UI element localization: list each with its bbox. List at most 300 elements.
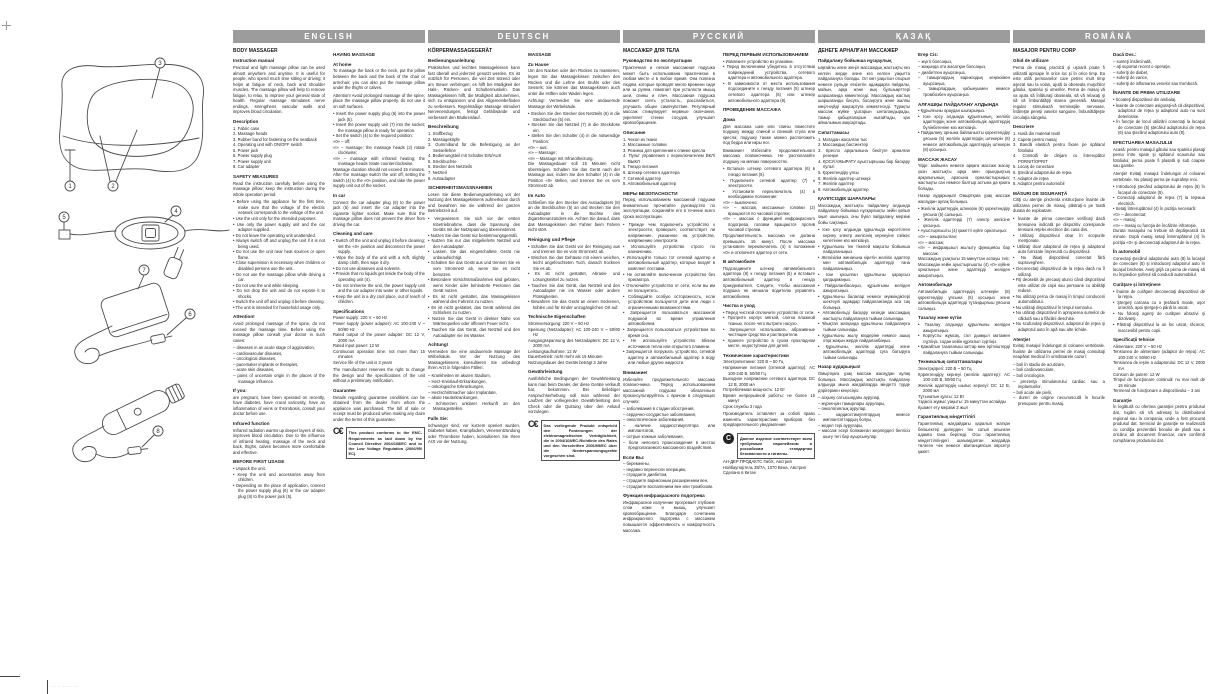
- list-item: «0» – off;: [333, 139, 351, 145]
- paragraph: The manufacturer reserves the right to change the design and the specifications of the unit without a preliminary notification.: [333, 367, 425, 384]
- list-item: • Ұйықтап жатқанда құрылғыны пайдалануға тыйым салынады.: [818, 321, 910, 332]
- list-item: • Before using the appliance for the first time, make sure that the voltage of the electric network corresponds to the voltage of the unit.: [233, 199, 325, 216]
- list-item: • Close supervision is necessary when children or disabled persons use the unit.: [233, 260, 326, 271]
- section-heading: МАССАЖ ЖАСАУ: [918, 156, 957, 162]
- list-item: «II» – massage with infrared heating; the massage heads rotate counterclockwise.: [333, 155, 425, 167]
- list-item: 1. Матадан жасалған тыс: [818, 136, 868, 142]
- list-item: • Vergewissern Sie sich vor der ersten Inbetriebnahme, dass die Spannung des Geräts mit der Netzspannung übereinstimmt.: [428, 216, 520, 233]
- list-item: • Tauchen Sie das Gerät, das Netzteil und den Autoadapter nie ins Wasser.: [428, 326, 520, 338]
- section-heading: Technische Eigenschaften: [528, 314, 586, 320]
- paragraph: Details regarding guarantee conditions can be obtained from the dealer from whom the appliance was purchased. The bill of sale or receipt must be produced when making any claim under the terms of this guarantee.: [333, 394, 425, 422]
- list-item: Rated output of the power adapter: DC 12 V, 2000 mA: [333, 332, 425, 343]
- list-item: – suferiţi de diabet,: [1113, 69, 1149, 75]
- list-item: • Înainte de curăţare deconectaţi dispozitivul de la reţea.: [1113, 288, 1205, 300]
- list-item: – Herzschrittmacher oder Implantate,: [428, 389, 497, 395]
- list-item: • Schalten Sie das Gerät aus und trennen Sie es vom Stromnetz ab, wenn Sie es nicht benutzen.: [428, 260, 520, 277]
- language-header-russian: РУССКИЙ: [623, 30, 815, 43]
- list-item: – diseases in an acute stage of aggravation,: [233, 345, 315, 351]
- list-item: • Пайдалану орнына байланысты қоректендіру ұясына (5) желілік адаптердің штекерін (6) немесе автомобильдік адаптердің штекерін (8) қосыңыз.: [918, 130, 1010, 153]
- list-item: • Запрещается использовать абразивные чистящие средства и растворители.: [723, 326, 815, 338]
- section-heading: Specificaţii tehnice: [1113, 337, 1155, 343]
- section-heading: Falls Sie:: [428, 415, 449, 421]
- list-item: Tensiunea de alimentare (adaptor de reţea): AC 100-240 V, 50/60 Hz: [1113, 349, 1205, 360]
- paragraph: În legătură cu oferirea garanţiei pentru produsul dat, rugăm să Vă adresaţi la distribuitorul regional sau la compania, unde a fost procurat produsul dat. Serviciul de garanţie se realizează cu condiţia prezentării bonului de plată sau a oricărui alt document financiar, care confirmă cumpărarea produsului dat.: [1113, 404, 1205, 443]
- list-item: • Set the switch (4) to the required position:: [333, 133, 413, 139]
- column-kazakh: [818, 30, 1010, 456]
- list-item: Consum de putere: 12 W: [1113, 371, 1160, 377]
- list-item: • Іске қосылған құрылғыны қараусыз қалдырмаңыз.: [818, 271, 910, 283]
- section-heading: Achtung!: [428, 342, 449, 348]
- list-item: • Keep the unit and accessories away from children.: [233, 471, 325, 483]
- list-item: Timpul de funcţionare continuă: nu mai mult de 15 minute: [1113, 377, 1205, 388]
- column-english: [233, 30, 425, 499]
- section-heading: SICHERHEITSMASSNAHMEN: [428, 185, 493, 191]
- section-heading: Cleaning and care: [333, 231, 373, 237]
- list-item: – жүкті болсаңыз,: [918, 58, 953, 64]
- list-item: – массаж әсері болжанған жерлердегі белгісіз шығу тегі бар ауырсынулар.: [818, 428, 910, 439]
- list-item: • Introduceţi ştecărul adaptorului de reţea (6) în locaşul de conectare (5).: [1113, 184, 1205, 195]
- paragraph: Achtung! Vermeiden Sie eine andauernde Massage der Wirbelsäule.: [528, 98, 620, 109]
- list-item: 7. Adaptor de reţea: [1013, 175, 1049, 181]
- list-item: • Не используйте устройство вблизи источников тепла или открытого пламени.: [623, 338, 715, 349]
- list-item: 8. Adaptor pentru automobil: [1013, 181, 1065, 187]
- paragraph: Продолжительность массажа не должна превышать 15 минут. После массажа установите переключатель (4) в положение «0» и отключите адаптер от сети.: [723, 232, 815, 255]
- certification-note: [723, 433, 815, 459]
- list-item: 6. Штекер сетевого адаптера: [623, 170, 680, 176]
- list-item: • Do not use the unit near heat sources or open flame.: [233, 249, 325, 260]
- list-item: • Nu utilizaţi dispozitivul în timpul somnului.: [1013, 304, 1093, 310]
- paragraph: Lesen Sie diese Bedienungsanleitung vor der Nutzung des Massagekissens aufmerksam durch und bewahren Sie sie während der ganzen Betriebszeit auf.: [428, 191, 520, 214]
- section-heading: В автомобиле: [723, 259, 756, 265]
- list-item: Rated input power: 12 W: [333, 343, 380, 349]
- list-item: Ausgangsspannung des Netzadapters: DC 12 V, 2000 mA: [528, 337, 620, 349]
- section-heading: Чистка и уход: [723, 303, 755, 309]
- list-item: – suferiţi de varice,: [1113, 75, 1149, 81]
- list-item: «II» – инфрақызыл жылыту функциясы бар массаж.: [918, 245, 1010, 256]
- list-item: • Tauchen Sie das Gerät, das Netzteil und den Autoadapter nie ins Wasser oder andere Flüssigkeiten.: [528, 282, 620, 299]
- list-item: – Herz-Kreislauf-Erkrankungen,: [428, 378, 487, 384]
- list-item: 6. Stecker des Netzteils: [428, 164, 472, 170]
- list-item: 4. Consolă de dirijare cu întrerupător PORNIT/OPRIT: [1013, 153, 1105, 164]
- list-item: • Es ist nicht gestattet, das Massagekissen während des Fahrens zu nutzen.: [428, 293, 520, 305]
- list-item: – диабетпен ауырсаңыз,: [918, 69, 966, 75]
- list-item: – boli în stadiu de acutizare,: [1013, 361, 1066, 367]
- list-item: – sunteţi însărcinată,: [1113, 58, 1152, 64]
- section-heading: Функция инфракрасного подогрева: [623, 493, 705, 499]
- list-item: – асқыну сатысындағы аурулар,: [818, 395, 881, 401]
- list-item: • Scoateţi dispozitivul din ambalaj.: [1113, 97, 1177, 103]
- paragraph: Evitaţi masajul îndelungat al coloanei vertebrale. Înainte de utilizarea pernei de masaj consultaţi neapărat medicul în următoarele cazuri:: [1013, 343, 1105, 360]
- list-item: «I» – Massage;: [528, 150, 557, 156]
- list-item: • Stecken Sie das Netzteil (7) in die Steckdose ein.: [528, 122, 620, 133]
- list-item: • Используйте устройство строго по назначению.: [623, 243, 715, 255]
- list-item: • Depending on the place of application, connect the power supply plug (6) or the car adapter plug (8) to the power jack (5).: [233, 482, 325, 499]
- list-item: • В зависимости от места использования подсоедините к гнезду питания (5) штекер сетевого адаптера (6) или штекер автомобильного адаптера (8).: [723, 80, 815, 103]
- paragraph: Citiţi cu atenţie prezenta instrucţiune înainte de utilizarea pernei de masaj, păstraţi-o pe toată durata de exploatare.: [1013, 197, 1105, 214]
- svg-text:1: 1: [68, 184, 72, 191]
- list-item: • Подключите сетевой адаптер (7) к электросети.: [723, 177, 815, 189]
- list-item: • Пайдаланбасаңыз, құрылғыны желіден ажыратыңыз.: [818, 282, 910, 294]
- list-item: • Құрылғыны жылу көздеріне немесе ашық отқа жақын жерде пайдаланбаңыз.: [818, 332, 910, 344]
- section-heading: Im Auto: [528, 192, 545, 198]
- section-heading: Descriere: [1013, 124, 1034, 130]
- list-item: • Păstraţi dispozitivul la un loc uscat, răcoros, inaccesibil pentru copii.: [1113, 322, 1205, 333]
- list-item: Stromversorgung: 220 V ~ 50 Hz: [528, 321, 590, 326]
- list-item: • Іске қосу алдында құрылғыда көрсетілген кернеу электр желісінің кернеуіне сәйкес келетініне көз жеткізіңіз.: [818, 227, 910, 244]
- list-item: Электропитание: 220 В ~ 50 Гц: [723, 359, 784, 365]
- list-item: • Запрещается погружать устройство, сетевой адаптер и автомобильный адаптер в воду или любые другие жидкости.: [623, 349, 715, 366]
- list-item: – pacemaker implants or therapies,: [233, 361, 299, 367]
- list-item: – Krankheiten im akuten Stadium,: [428, 372, 491, 378]
- svg-text:7: 7: [142, 268, 146, 275]
- list-item: – boli oncologice,: [1013, 372, 1046, 378]
- list-item: 2. Massageköpfe: [428, 136, 460, 142]
- paragraph: Массаждың ұзақтығы 15 минуттан аспауы тиіс. Массаждан кейін ауыстырғышты (4) «0» күйіне орнатыңыз және адаптерді желіден ажыратыңыз.: [918, 256, 1010, 278]
- list-item: • Besondere Vorsichtsmaßnahmen sind geboten, wenn Kinder oder behinderte Personen das Gerät nutzen.: [428, 277, 520, 294]
- list-item: «I» – massage; the massage heads (2) rotate clockwise;: [333, 144, 425, 156]
- list-item: «II» – Massage mit Infrarotheizung.: [528, 155, 594, 161]
- list-item: – кардиостимулятордың немесе имплантаттардың болуы,: [818, 411, 910, 423]
- svg-text:5: 5: [62, 215, 66, 222]
- list-item: • Nu utilizaţi dispozitivul în apropierea surselor de căldură sau a flăcării deschise.: [1013, 310, 1105, 321]
- list-item: 3. Rubber band for fastening on the seatback: [233, 136, 317, 142]
- paragraph: Perna de masaj practică şi uşoară poate fi utilizată aproape în orice loc şi în orice timp. Ea este utilă persoanelor care petrec mult timp aşezat sau la volan, ajută la oboseala muşchilor gâtului, spatelui şi umerilor. Perna de masaj vă va ajuta să înlăturaţi oboseala, să vă relaxaţi şi să vă îmbunătăţiţi starea generală. Masajul regulat stimulează terminaţiile nervoase, întăreşte pereţii vaselor sanguine, îmbunătăţeşte circulaţia sângelui.: [1013, 64, 1105, 120]
- list-item: Tensiunea de ieşire a adaptorului: DC 12 V, 2000 mA: [1113, 360, 1205, 372]
- list-item: «II» – массаж с функцией инфракрасного подогрева, головки вращаются против часовой стрелки.: [723, 216, 815, 233]
- section-heading: BEFORE FIRST USAGE: [233, 459, 285, 465]
- list-item: • Желілік адаптердің штекерін (6) қоректендіру ұясына (5) салыңыз.: [918, 206, 1010, 217]
- list-item: 3. Кресло арқалығына бекітуге арналған резеңке: [818, 147, 910, 159]
- svg-text:2: 2: [111, 184, 115, 191]
- section-heading: Техникалық сипаттамалары: [918, 359, 983, 365]
- list-item: • Înainte de conectare asiguraţi-vă că dispozitivul, adaptorul de reţea şi adaptorul auto nu sunt deteriorate.: [1113, 102, 1205, 119]
- paragraph: Инфракрасное излучение прогревает глубокие слои кожи и мышц, улучшает кровообращение. Благодаря сочетанию инфракрасного подогрева с массажем повышается эффективность и комфортность массажа.: [623, 499, 715, 533]
- list-item: Нойбаугюртель 38/7А, 1070 Вена, Австрия: [723, 464, 806, 470]
- list-item: • Schalten Sie das Gerät vor der Reinigung aus und trennen Sie es vom Stromnetz ab.: [528, 243, 620, 255]
- list-item: 8. Автомобильный адаптер: [623, 181, 677, 187]
- list-item: • Do not drop the unit and do not expose it to shocks.: [233, 288, 325, 299]
- certification-text: This product conforms to the EMC-Requirements as laid down by the Council Directive 2004/108/ЕС and to the Low Voltage Regulation (2006/95/ЕС).: [346, 427, 425, 458]
- list-item: • Keep the unit in a dry cool place, out of reach of children.: [333, 293, 425, 305]
- list-item: • Stecken Sie den Stecker des Netzteils (6) in die Steckbuchse (5) ein.: [528, 111, 620, 122]
- crop-mark: [0, 676, 20, 677]
- list-item: • Ştergeţi carcasa cu o ţesătură moale, uşor umezită, apoi ştergeţi-o până la uscat.: [1113, 299, 1205, 311]
- section-heading: If you:: [233, 388, 247, 394]
- paragraph: Производитель оставляет за собой право изменять характеристики приборов без предварительного уведомления: [723, 411, 815, 428]
- list-item: 4. ҚОСУ/АЖЫРАТУ ауыстырғышы бар басқару пульті: [818, 158, 910, 170]
- print-slug-text: ∙∙ ∙ ∙∙∙∙∙ ∙∙: [53, 684, 79, 688]
- column-russian: [623, 30, 815, 535]
- paragraph: Массаждық жастықты пайдалану алдында пайдалану бойынша нұсқаулықты зейін қойып оқып шығыңыз, оны бүкіл пайдалану мерзімі бойы сақтаңыз.: [818, 202, 910, 225]
- list-item: • Utilizaţi dispozitivul doar în scopurile menţionate.: [1013, 232, 1105, 244]
- list-item: 3. Bandă elastică pentru fixare pe spătarul fotoliului: [1013, 142, 1105, 153]
- list-item: 1. Fabric case: [233, 125, 260, 131]
- list-item: 1. Stoffbezug: [428, 131, 453, 137]
- section-heading: Gewährleistung: [528, 369, 563, 375]
- list-item: • Insert the power supply unit (7) into the socket; the massage pillow is ready for operation.: [333, 122, 425, 133]
- list-item: 8. Autoadapter: [428, 175, 456, 181]
- section-heading: Zu Hause: [528, 61, 549, 67]
- list-item: – acute skin diseases,: [233, 367, 275, 373]
- list-item: • Құрылғыны, желілік адаптерді және автомобильдік адаптерді суға батыруға тыйым салынады.: [818, 343, 910, 360]
- list-item: • Nu folosiţi agenţi de curăţare abrazivi şi dizolvanţi.: [1113, 310, 1205, 322]
- certification-text: Das vorliegende Produkt entspricht den Forderungen der elektromagnetischen Verträglichkeit, die in 2004/108/EC-Richtlinie des Rates und den Vorschriften 2006/95/EC über die Niederspannungsgeräte vorgesehen sind.: [541, 420, 620, 462]
- list-item: • Switch off the unit and unplug it before cleaning; set the «0» position and disconnect the power supply.: [333, 238, 425, 255]
- list-item: – boli acute ale pielii,: [1013, 389, 1052, 395]
- paragraph: Acasă: pentru masajul gâtului sau spatelui plasaţi perna între spate şi spătarul scaunului sau fotoliului; perna poate fi plasată şi sub coapse sau gambe.: [1113, 146, 1205, 169]
- list-item: – страдаете воспалением вен или тромбозом.: [623, 483, 714, 489]
- list-item: – dureri de origine necunoscută în locurile presupuse pentru masaj.: [1013, 395, 1105, 406]
- section-heading: Infrared function: [233, 421, 270, 426]
- paragraph: Die Massagedauer soll 15 Minuten nicht übersteigen. Schalten Sie das Gerät nach der Massage aus, indem Sie den Schalter (4) in die Position «0» stellen, und trennen Sie es vom Stromnetz ab.: [528, 161, 620, 189]
- paragraph: Практичная и легкая массажная подушка может быть использована практически в любом месте и в любое время. Она полезна людям, которые проводят много времени сидя или за рулем, помогает при усталости мышц шеи, спины и плеч. Массажная подушка поможет снять усталость, расслабиться, улучшить общее самочувствие. Регулярный массаж стимулирует нервные окончания, укрепляет стенки сосудов, улучшает кровообращение.: [623, 64, 715, 126]
- list-item: 7. Желілік адаптер: [818, 181, 855, 187]
- list-item: Электрқорегі: 220 В ~ 50 Гц: [918, 366, 972, 372]
- list-item: • Use the unit only for the intended purposes.: [233, 216, 317, 222]
- list-item: • Nutzen Sie nur das mitgelieferte Netzteil und den Autoadapter.: [428, 238, 520, 249]
- list-item: • Înainte de prima conectare verificaţi dacă tensiunea indicată pe dispozitiv corespunde tensiunii reţelei electrice din casa dvs.: [1013, 216, 1105, 233]
- list-item: 8. Car adapter: [233, 164, 260, 170]
- language-header-deutsch: DEUTSCH: [428, 30, 620, 43]
- paragraph: Termenul de funcţionare a dispozitivului – 3 ani: [1113, 388, 1201, 394]
- list-item: 5. Гнездо питания: [623, 164, 658, 170]
- list-item: • Автомобильді басқару кезінде массаждық жастықты пайдалануға тыйым салынады.: [818, 310, 910, 321]
- list-item: «0» – aus;: [528, 144, 548, 150]
- registration-mark: [6, 21, 7, 30]
- list-item: • Установите переключатель (4) в необходимое положение:: [723, 188, 815, 200]
- list-item: «I» – массаж, массажные головки (2) вращаются по часовой стрелке;: [723, 205, 815, 216]
- list-item: • Nutzen Sie das Gerät in direkter Nähe von Wärmequellen oder offenem Feuer nicht.: [428, 315, 520, 327]
- section-heading: ҚАУІПСІЗДІК ШАРАЛАРЫ: [818, 196, 876, 202]
- list-item: – боли неясного происхождения в местах предполагаемого массажного воздействия.: [623, 439, 715, 451]
- paragraph: Avoid prolonged massage of the spine, do not exceed the massage time. Before using the massage pillow consult your doctor in such cases:: [233, 321, 325, 343]
- list-item: – онкологические заболевания,: [623, 417, 685, 423]
- section-heading: In car: [333, 192, 346, 198]
- list-item: 2. Massage heads: [233, 131, 268, 137]
- list-item: • Use only the power supply unit and the car adapter supplied.: [233, 221, 325, 233]
- section-heading: Garanţie: [1113, 397, 1132, 403]
- section-heading: Назар аударыңыз!: [818, 364, 861, 370]
- section-heading: Автомобильде: [918, 282, 953, 288]
- list-item: • Do not use the massage pillow while driving a car.: [233, 271, 325, 283]
- list-item: 4. Operating unit with ON/OFF switch: [233, 142, 303, 148]
- list-item: • Es ist nicht gestattet, das Gerät während des Schlafens zu nutzen.: [428, 304, 520, 316]
- list-item: Қоректендіру кернеуі (желілік адаптер): AC 100-240 В, 50/60 Гц: [918, 371, 1010, 383]
- paragraph: Connect the car adapter plug (8) to the power jack (5) and insert the car adapter into the cigarette lighter socket. Make sure that the massage pillow does not prevent the driver from driving the car.: [333, 199, 425, 227]
- section-heading: MASAJOR PENTRU CORP: [1013, 48, 1076, 54]
- paragraph: Ausführliche Bedingungen der Gewährleistung kann man beim Dealer, der diese Geräte verkauft hat, bekommen. Bei beliebiger Anspruchserhebung soll man während der Laufzeit der vorliegenden Gewährleistung den Check oder die Quittung über den Ankauf vorzulegen.: [528, 376, 620, 415]
- paragraph: Um den Nacken oder den Rücken zu massieren, legen Sie das Massagekissen zwischen den Rücken und die Lehne des Stuhls oder des Sessels; Sie können das Massagekissen auch unter die Hüften oder Waden legen.: [528, 68, 620, 96]
- list-item: • Запрещается пользоваться массажной подушкой во время управления автомобилем.: [623, 310, 715, 327]
- list-item: – беременны,: [623, 461, 650, 467]
- list-item: • Es ist nicht gestattet, Abrasiv- und Lösungsmittel zu nutzen.: [528, 271, 620, 282]
- list-item: • Желілік адаптерді (7) электр желісіне қосыңыз.: [918, 217, 1010, 228]
- section-heading: Внимание!: [623, 369, 648, 375]
- list-item: «I» – masaj;: [1113, 217, 1136, 223]
- list-item: • Құрылғыны балалар немесе мүмкіндіктері шектеулі адамдар пайдаланғанда аса сақ болыңыз.: [818, 293, 910, 310]
- list-item: – острые кожные заболевания,: [623, 434, 684, 439]
- list-item: • Do not leave the operating unit unattended.: [233, 232, 316, 238]
- paragraph: Service life of the unit is 3 years: [333, 359, 393, 365]
- list-item: • Перед включением убедитесь в отсутствии повреждений устройства, сетевого адаптера и автомобильного адаптера.: [723, 64, 815, 81]
- section-heading: Attention!: [233, 314, 255, 320]
- list-item: • Setaţi întrerupătorul (4) în poziţia necesară:: [1113, 206, 1197, 212]
- list-item: «0» – deconectat;: [1113, 211, 1147, 217]
- list-item: «I» – массаж;: [918, 239, 945, 245]
- paragraph: Автомобильдік адаптердің штекерін (8) қоректендіру ұясына (5) қосыңыз және автомобильдік адаптерді тұтандырғыш ұясына салыңыз.: [918, 289, 1010, 311]
- language-header-kazakh: ҚАЗАҚ: [818, 30, 1010, 43]
- paragraph: Избегайте продолжительного массажа позвоночника. Перед использованием массажной подушки обязательно проконсультируйтесь с врачом в следующих случаях:: [623, 376, 715, 404]
- list-item: • Bewahren Sie das Gerät an einem trockenen, kühlen und für Kinder unzugänglichen Ort auf.: [528, 299, 620, 310]
- section-heading: МЕРЫ БЕЗОПАСНОСТИ: [623, 190, 678, 196]
- paragraph: Nutzungsdauer des Geräts beträgt 3 Jahre: [528, 359, 608, 365]
- section-heading: Specifications: [333, 308, 365, 314]
- section-heading: Atenţie!: [1013, 336, 1031, 342]
- list-item: – страдаете варикозным расширением вен,: [623, 478, 709, 484]
- list-item: Alimentare: 220 V ~ 50 Hz: [1113, 343, 1162, 349]
- list-item: – тамырлардың варикоздық кеңеюімен ауырсаңыз,: [918, 75, 1010, 86]
- list-item: 1. Husă din material textil: [1013, 131, 1061, 137]
- list-item: – тамырлардың қабынуымен немесе тромбозбен ауырсаңыз.: [918, 86, 1010, 98]
- section-heading: Дома: [723, 116, 735, 122]
- list-item: • Nutzen Sie das Gerät nur bestimmungsgemäß.: [428, 232, 519, 238]
- list-item: • Do not use abrasives and solvents.: [333, 265, 401, 271]
- list-item: 1. Чехол из ткани: [623, 136, 657, 142]
- list-item: • Nu utilizaţi perna de masaj în timpul conducerii automobilului.: [1013, 293, 1105, 305]
- list-item: 3. Gummiband für die Befestigung an der Sessellehne: [428, 142, 520, 153]
- list-item: • Wischen Sie das Gehäuse mit einem weichen, leicht angefeuchteten Tuch, danach trocknen Sie es ab.: [528, 254, 620, 271]
- svg-text:8: 8: [156, 429, 160, 436]
- section-heading: Руководство по эксплуатации: [623, 58, 692, 64]
- list-item: • Nu lăsaţi dispozitivul conectat fără supraveghere.: [1013, 254, 1105, 266]
- list-item: – жүрек-қан тамырлары аурулары,: [818, 400, 886, 406]
- list-item: • Соблюдайте особую осторожность, если устройством пользуются дети или люди с ограниченными возможностями.: [623, 293, 715, 310]
- paragraph: Ыңғайлы және жеңіл массаждық жастықты кез келген жерде және кез келген уақытта пайдалануға болады. Ол көп уақытын отырып немесе рульде өткізетін адамдарға пайдалы, мойын, арқа және иық бұлшықеттері шаршағанда көмектеседі. Массаждық жастық шаршағанды басуға, босаңсуға және жалпы көңіл-күйді жақсартуға көмектеседі. Тұрақты массаж жүйке ұштарын ынталандырады, тамыр қабырғаларын нығайтады, қан айналымын жақсартады.: [818, 64, 910, 126]
- list-item: Желілік адаптердің шығыс кернеуі: DC 12 В, 2000 мА: [918, 382, 1010, 394]
- list-item: • Используйте только тот сетевой адаптер и автомобильный адаптер, которые входят в комплект поставки.: [623, 254, 715, 271]
- section-heading: Пайдалану бойынша нұсқаулық: [818, 58, 892, 64]
- list-item: 4. Bedienungsteil mit Schalter EIN/AUS: [428, 153, 502, 159]
- list-item: 6. Power supply plug: [233, 153, 272, 159]
- section-heading: Описание: [623, 130, 646, 135]
- list-item: • Switch the unit off and unplug it before cleaning.: [233, 299, 325, 305]
- paragraph: Praktisches und leichtes Massagekissen kann fast überall und jederzeit genutzt werden. Es ist nützlich für Personen, die viel Zeit sitzend oder am Steuer verbringen; es hilft bei Müdigkeit der Hals-, Rücken- und Schultermuskeln. Das Massagekissen hilft, die Müdigkeit abzunehmen, sich zu entspannen und das Allgemeinbefinden zu verbessern. Regelmäßige Massage stimuliert Nervenendungen, festigt Gefäßwände und verbessert den Blutkreislauf.: [428, 64, 520, 120]
- paragraph: Внимание! Избегайте продолжительного массажа позвоночника. Не располагайте подушку на мягких поверхностях.: [723, 147, 815, 164]
- massage-pillow-drawing: [60, 58, 204, 191]
- list-item: Үздіксіз жұмыс уақыты: 15 минуттан аспайды: [918, 399, 1006, 405]
- section-heading: EFECTUAREA MASAJULUI: [1113, 140, 1173, 146]
- list-item: «II» – masaj cu funcţia de încălzire infraroşie.: [1113, 222, 1198, 228]
- list-item: • Provide that no liquids get inside the body of the operating unit (4).: [333, 271, 425, 282]
- list-item: – akute Hauterkrankungen,: [428, 395, 479, 401]
- section-heading: Если Вы:: [623, 454, 645, 460]
- svg-text:6: 6: [188, 312, 192, 319]
- list-item: • Вставьте штекер сетевого адаптера (6) в гнездо питания (5).: [723, 166, 815, 177]
- certification-note: [528, 420, 620, 462]
- section-heading: KÖRPERMASSAGEGERÄT: [428, 48, 493, 54]
- list-item: 5. Locaş de conectare: [1013, 164, 1055, 170]
- car-adapter-drawing: [73, 380, 187, 461]
- list-item: 7. Сетевой адаптер: [623, 175, 661, 181]
- column-romanian: [1013, 30, 1205, 445]
- paragraph: Срок службы 3 года: [723, 403, 762, 409]
- list-item: • Запрещается пользоваться устройством во время сна.: [623, 326, 715, 338]
- crop-mark: [47, 680, 48, 694]
- section-heading: BODY MASSAGER: [233, 48, 278, 54]
- section-heading: MĂSURI DE SIGURANŢĂ: [1013, 190, 1068, 196]
- section-heading: ÎNAINTE DE PRIMA UTILIZARE: [1113, 90, 1181, 96]
- paragraph: Practical and light massage pillow can be used almost anywhere and anytime. It is useful for people, who spend much time sitting or driving; it helps at fatigue of neck, back and shoulder muscles. The massage pillow will help to remove fatigue, to relax, to improve your general state of health. Regular massage stimulates nerve endings, strengthens vascular walls and improves blood circulation.: [233, 64, 325, 115]
- section-heading: Beschreibung: [428, 124, 459, 130]
- list-item: Power supply: 220 V ~ 50 Hz: [333, 315, 388, 321]
- list-item: – aţi suportat recent o operaţie,: [1113, 64, 1171, 70]
- language-header-english: ENGLISH: [233, 30, 425, 43]
- section-heading: АЛҒАШҚЫ ПАЙДАЛАНУ АЛДЫНДА: [918, 101, 999, 107]
- paragraph: Conectaţi ştecărul adaptorului auto (8) la locaşul de conectare (5) şi introduceţi adaptorul auto în locaşul brichetei. Aveţi grijă ca perna de masaj să nu împiedice şoferul să conducă automobilul.: [1113, 255, 1205, 278]
- list-item: – Schmerzen unklarer Herkunft an den Massagestellen.: [428, 400, 520, 412]
- paragraph: Vermeiden Sie eine andauernde Massage der Wirbelsäule. Vor der Nutzung des Massagekissens konsultieren Sie unbedingt Ihren Arzt in folgenden Fällen:: [428, 348, 520, 371]
- list-item: «0» – ажыратылған;: [918, 233, 958, 239]
- section-heading: Guarantee: [333, 388, 356, 394]
- paragraph: Назар аударыңыз! Омыртқаға ұзақ массаж жасаудан аулақ болыңыз.: [918, 193, 1010, 204]
- list-item: • Іске қосу алдында құрылғының, желілік адаптердің және автомобильдік адаптердің бүлінбегеніне көз жеткізіңіз.: [918, 113, 1010, 130]
- paragraph: Schließen Sie den Stecker des Autoadapters (8) an die Steckbuchse (5) an und stecken Sie den Autoadapter in die Buchse des Zigarettenanzünders ein. Achten Sie darauf, dass das Massagekissen den Fahrer beim Fahren nicht stört.: [528, 199, 620, 233]
- column-deutsch: [428, 30, 620, 461]
- list-item: – onkologische Erkrankungen,: [428, 384, 485, 390]
- list-item: 2. Массажные головки: [623, 142, 667, 148]
- list-item: – cardiovascular diseases,: [233, 350, 283, 356]
- list-item: – boli cardiovasculare,: [1013, 367, 1055, 373]
- list-item: • Lassen Sie das eingeschaltete Gerät nie unbeaufsichtigt.: [428, 249, 520, 260]
- section-heading: În automobil: [1113, 249, 1141, 255]
- list-item: • Always switch off and unplug the unit if it is not being used.: [233, 238, 325, 249]
- section-heading: ДЕНЕГЕ АРНАЛҒАН МАССАЖЕР: [818, 48, 899, 54]
- list-item: • Извлеките устройство из упаковки.: [723, 58, 794, 64]
- list-item: • Utilizaţi doar adaptorul de reţea şi adaptorul auto furnizate împreună cu dispozitivul.: [1013, 243, 1105, 255]
- section-heading: Reinigung und Pflege: [528, 236, 576, 242]
- list-item: • Храните устройство в сухом прохладном месте, недоступном для детей.: [723, 337, 815, 349]
- list-item: – сердечно-сосудистые заболевания,: [623, 411, 697, 417]
- conformity-mark-icon: C: [723, 433, 734, 444]
- ce-mark-icon: C€: [528, 418, 538, 429]
- list-item: • Протрите корпус мягкой, слегка влажной тканью, после чего вытрите насухо.: [723, 315, 815, 326]
- list-item: • Құрылғыны ораудан шығарыңыз.: [918, 108, 986, 114]
- section-heading: Description: [233, 118, 259, 124]
- paragraph: To massage the back or the neck, put the pillow between the back and the back of the chair or armchair; you can also put the massage pillow under the thighs or calves.: [333, 68, 425, 91]
- list-item: Speisung (Netzadapter): AC 100-240 V ~ 50/60 Hz: [528, 326, 620, 338]
- list-item: – наличие кардиостимулятора или имплантатов,: [623, 422, 715, 434]
- power-adapter-drawing: [75, 246, 195, 364]
- list-item: 5. Steckbuchse: [428, 158, 457, 164]
- list-item: Выходное напряжение сетевого адаптера: DC 12 В, 2000 мА: [723, 376, 815, 387]
- list-item: «0» – выключено;: [723, 199, 758, 205]
- paragraph: Омыртқаға ұзақ массаж жасаудан аулақ болыңыз. Массаждық жастықты пайдалану алдында мына жағдайларда міндетті түрде дәрігермен кеңесіңіз:: [818, 370, 910, 393]
- paragraph: Attention! Avoid prolonged massage of the spine; place the massage pillow properly, do not use it on soft surfaces.: [333, 92, 425, 109]
- list-item: • Жеткізілім жинағына кіретін желілік адаптер мен автомобильдік адаптерді ғана пайдаланыңыз.: [818, 254, 910, 271]
- list-item: 8. Автомобильдік адаптер: [818, 186, 869, 192]
- list-item: АН-ДЕР ПРОДАКТС ГмбХ, Австрия: [723, 459, 792, 465]
- paragraph: Қызмет ету мерзімі 3 жыл: [918, 404, 968, 410]
- list-item: • Unpack the unit.: [233, 466, 266, 472]
- section-heading: HAVING MASSAGE: [333, 52, 376, 57]
- section-heading: At home: [333, 61, 352, 67]
- list-item: 7. Power supply unit: [233, 158, 271, 164]
- list-item: • Wipe the body of the unit with a soft, slightly damp cloth, then wipe it dry.: [333, 254, 425, 266]
- language-header-romanian: ROMÂNĂ: [1013, 30, 1205, 43]
- list-item: • Stellen Sie den Schalter (4) in die notwendige Position:: [528, 133, 620, 145]
- list-item: – suferiţi de inflamarea venelor sau tromboză.: [1113, 80, 1198, 86]
- list-item: • Қажайтын тазалағыш заттар мен еріткіштерді пайдалануға тыйым салынады.: [918, 344, 1010, 355]
